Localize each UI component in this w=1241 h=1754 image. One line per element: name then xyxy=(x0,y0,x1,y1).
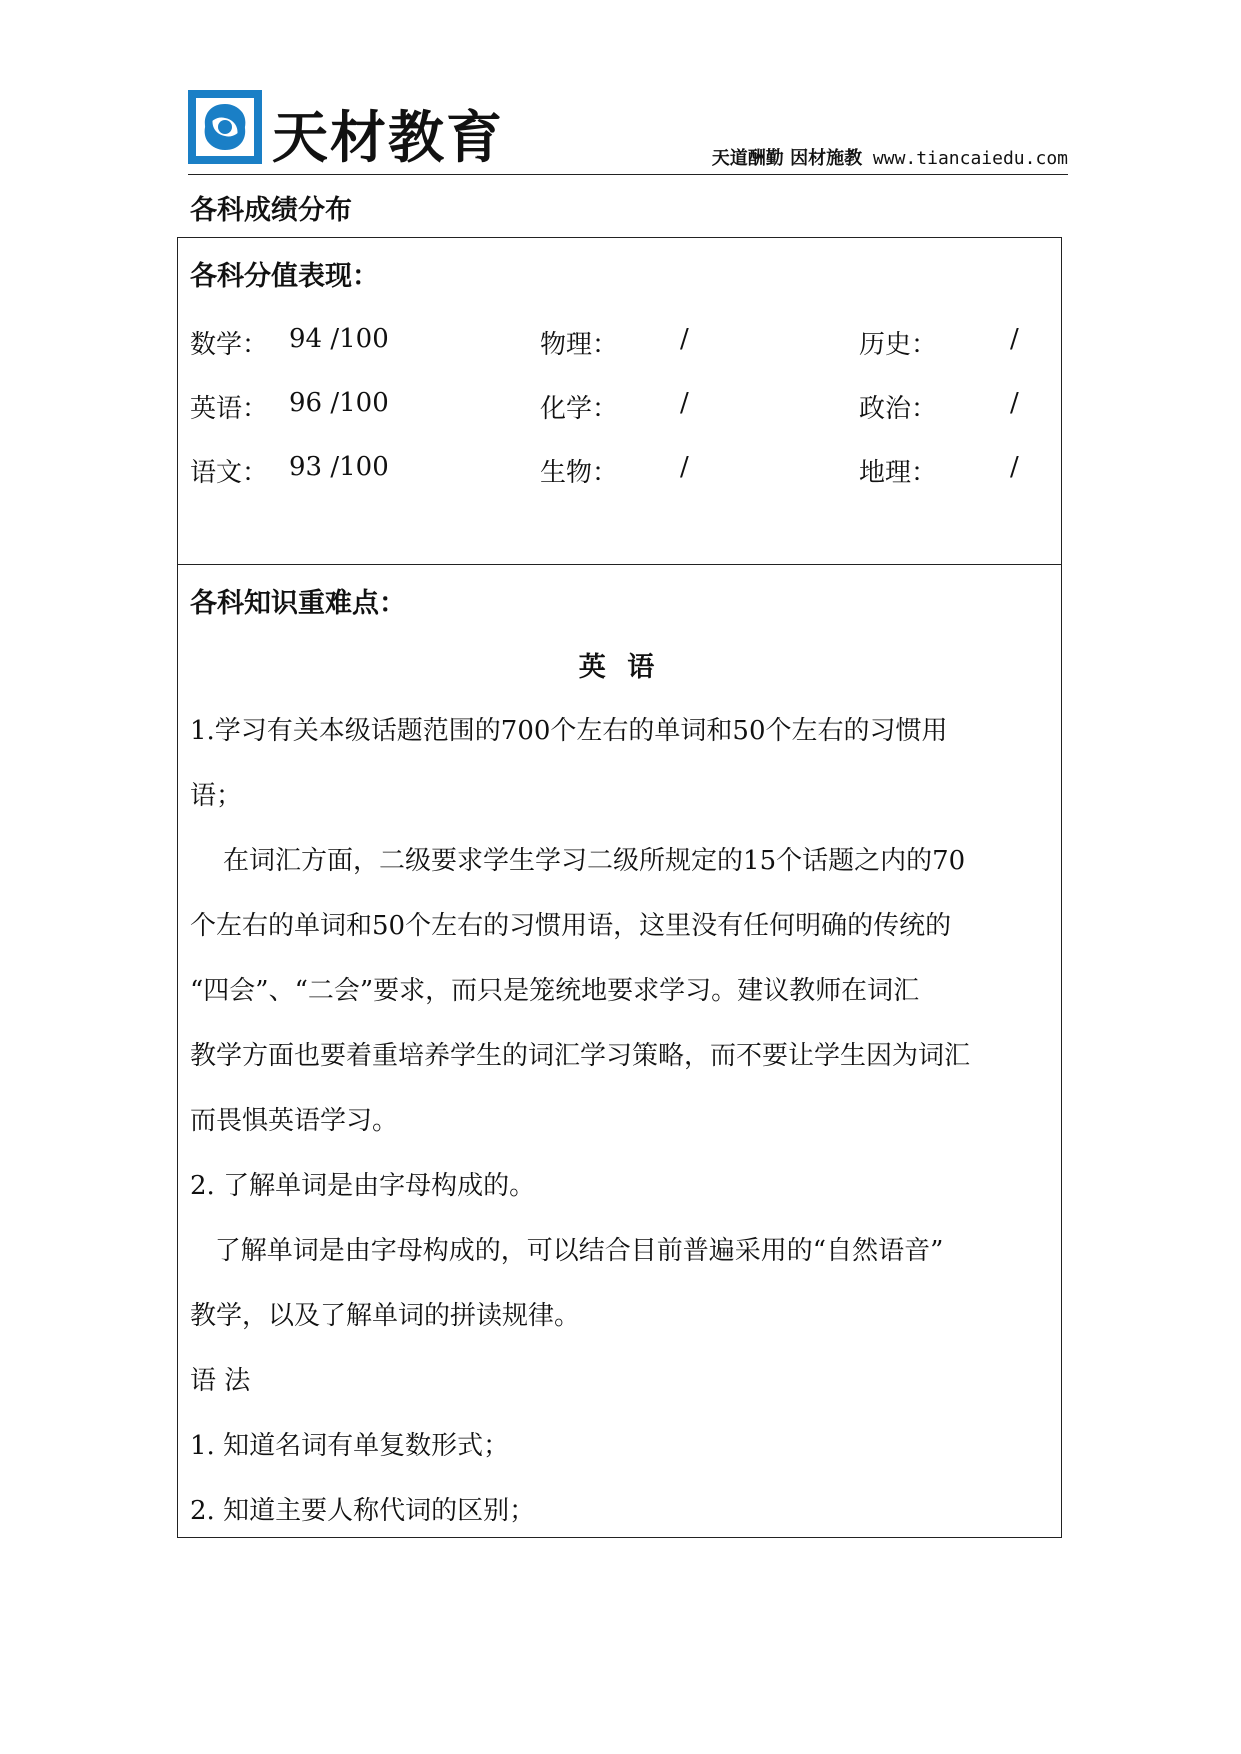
motto: 天道酬勤 因材施教 xyxy=(711,148,863,169)
score-label: 语文： xyxy=(190,458,269,488)
score-value: / xyxy=(1010,324,1019,354)
knowledge-heading: 各科知识重难点： xyxy=(190,588,406,619)
text-line: 语 法 xyxy=(190,1366,251,1396)
score-value: / xyxy=(680,452,689,482)
logo-text: 天材教育 xyxy=(272,105,504,171)
score-value: / xyxy=(680,324,689,354)
text-line: 个左右的单词和50个左右的习惯用语，这里没有任何明确的传统的 xyxy=(190,911,952,941)
text-line: 教学方面也要着重培养学生的词汇学习策略，而不要让学生因为词汇 xyxy=(190,1041,971,1071)
document-title: 各科成绩分布 xyxy=(190,195,352,226)
text-line: “四会”、“二会”要求，而只是笼统地要求学习。建议教师在词汇 xyxy=(190,976,920,1006)
score-label: 生物： xyxy=(540,458,619,488)
scores-heading: 各科分值表现： xyxy=(190,261,379,292)
score-label: 政治： xyxy=(859,394,938,424)
score-row xyxy=(190,324,1050,364)
header-slogan xyxy=(712,144,1068,170)
score-value: 96 /100 xyxy=(289,388,389,418)
score-label: 地理： xyxy=(859,458,938,488)
score-value: 93 /100 xyxy=(289,452,389,482)
knowledge-panel xyxy=(177,564,1062,1538)
subject-title: 英 语 xyxy=(578,652,661,683)
page-header xyxy=(188,84,1068,175)
score-label: 英语： xyxy=(190,394,269,424)
score-label: 化学： xyxy=(540,394,619,424)
score-label: 历史： xyxy=(859,330,938,360)
text-line: 语； xyxy=(190,781,243,811)
text-line: 2. 知道主要人称代词的区别； xyxy=(190,1496,536,1526)
text-line: 1. 知道名词有单复数形式； xyxy=(190,1431,510,1461)
text-line: 了解单词是由字母构成的，可以结合目前普遍采用的“自然语音” xyxy=(190,1236,944,1266)
website-link[interactable]: www.tiancaiedu.com xyxy=(872,148,1068,169)
score-label: 数学： xyxy=(190,330,269,360)
scores-panel xyxy=(177,237,1062,565)
text-line: 而畏惧英语学习。 xyxy=(190,1106,399,1136)
text-line: 1.学习有关本级话题范围的700个左右的单词和50个左右的习惯用 xyxy=(190,716,948,746)
score-row xyxy=(190,452,1050,492)
score-value: / xyxy=(1010,388,1019,418)
logo-icon xyxy=(188,90,262,164)
text-line: 在词汇方面，二级要求学生学习二级所规定的15个话题之内的70 xyxy=(190,846,966,876)
text-line: 教学，以及了解单词的拼读规律。 xyxy=(190,1301,581,1331)
score-value: / xyxy=(1010,452,1019,482)
text-line: 2. 了解单词是由字母构成的。 xyxy=(190,1171,536,1201)
score-label: 物理： xyxy=(540,330,619,360)
score-row xyxy=(190,388,1050,428)
score-value: 94 /100 xyxy=(289,324,389,354)
score-value: / xyxy=(680,388,689,418)
